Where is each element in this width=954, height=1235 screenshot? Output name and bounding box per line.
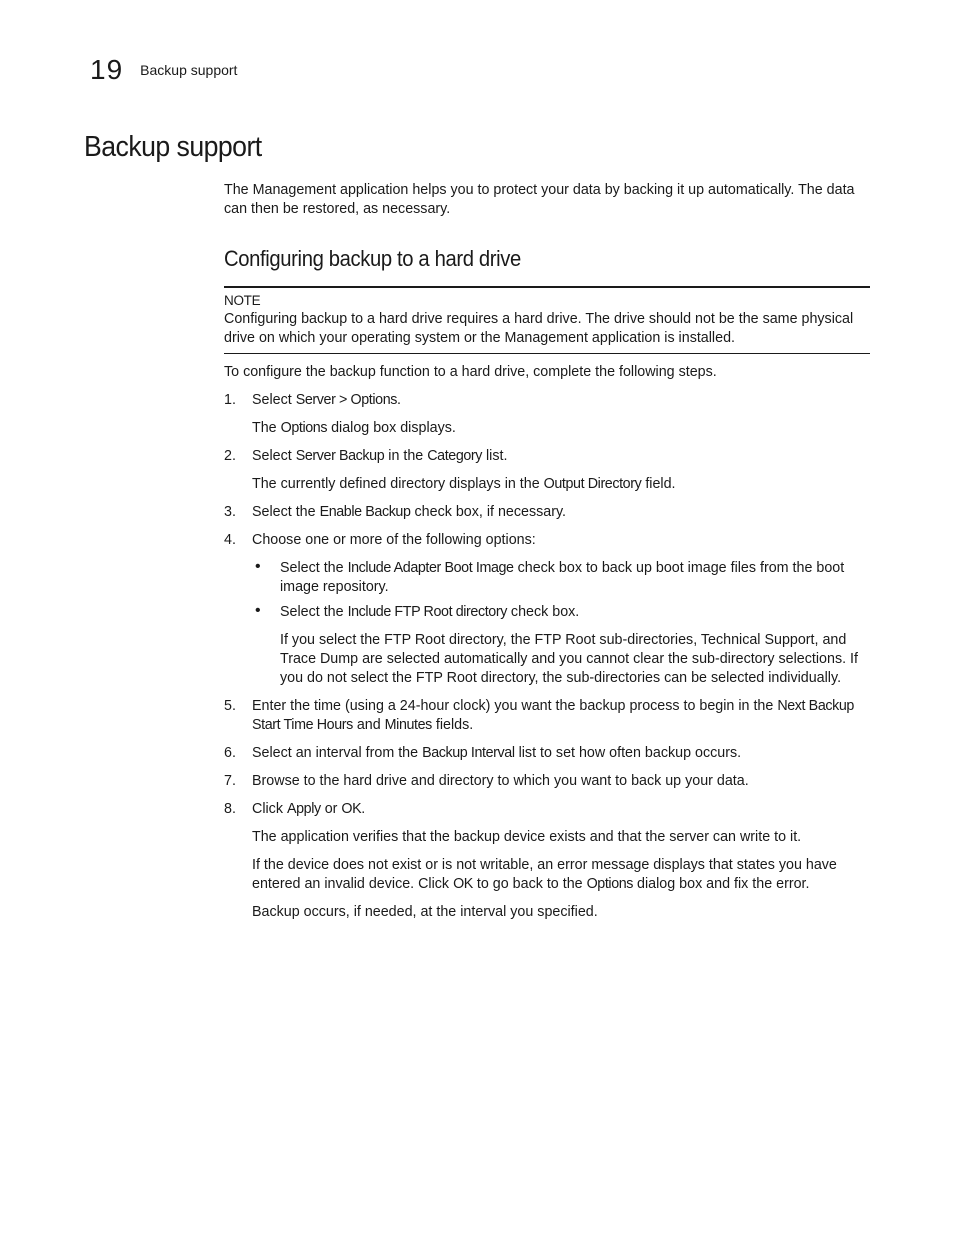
intro-paragraph: The Management application helps you to protect your data by backing it up automatically. The data can then be restored, as necessary. [224,182,855,217]
ui-term: Category [427,448,483,464]
text-run: fields. [431,717,474,733]
step-text [252,744,870,763]
ui-term: OK [453,876,473,892]
step-subtext: The application verifies that the backup device exists and that the server can write to it. [252,829,802,845]
step-subtext: Backup occurs, if needed, at the interval you specified. [252,904,598,920]
note-label: NOTE [224,293,261,308]
step-4 [224,531,870,688]
text-run: Select the [280,560,348,576]
text-run: and [352,717,385,733]
step-subtext [252,419,870,438]
ui-term: Backup Interval [422,745,515,761]
chapter-number: 19 [90,54,124,85]
text-run: field. [641,476,676,492]
text-run: in the [384,448,428,464]
text-run: list. [482,448,508,464]
ui-term: Include Adapter Boot Image [347,560,514,576]
ui-term: Include FTP Root directory [347,604,507,620]
text-run: dialog box and fix the error. [633,876,810,892]
step-number: 7. [224,773,236,789]
step-number: 6. [224,745,236,761]
step-3 [224,503,870,522]
steps-lead: To configure the backup function to a hard drive, complete the following steps. [224,364,717,380]
step-number: 3. [224,504,236,520]
step-5 [224,697,870,735]
ui-term: Minutes [384,717,432,733]
step-text: Browse to the hard drive and directory to which you want to back up your data. [252,773,749,789]
step-8 [224,800,870,922]
bullet-icon: • [255,558,261,575]
text-run: list to set how often backup occurs. [514,745,742,761]
text-run: Select [252,392,296,408]
step-number: 2. [224,448,236,464]
step-text [252,800,870,819]
section-title: Configuring backup to a hard drive [224,246,521,271]
step-number: 4. [224,532,236,548]
bullet-subtext: If you select the FTP Root directory, the FTP Root sub-directories, Technical Support, and Trace Dump are selected automatically and you cannot clear the sub-directory selections. If you do not select the FTP Root directory, the sub-directories can be selected individually. [280,632,858,686]
ui-term: Next Backup Start Time Hours [252,698,854,733]
ui-term: Output Directory [543,476,642,492]
text-run: Select the [280,604,348,620]
option-bullets [252,559,870,688]
ui-term: Server Backup [295,448,385,464]
text-run: The [252,420,281,436]
steps-list [224,391,870,922]
running-title: Backup support [140,62,238,78]
step-text [252,391,870,410]
ui-term: Options [280,420,328,436]
ui-term: Enable Backup [319,504,411,520]
note-box [224,286,870,354]
main-content [224,180,870,931]
step-1 [224,391,870,438]
text-run: Select the [252,504,320,520]
bullet-icon: • [255,602,261,619]
text-run: The currently defined directory displays in the [252,476,544,492]
note-text: Configuring backup to a hard drive requires a hard drive. The drive should not be the same physical drive on which your operating system or the Management application is installed. [224,311,854,346]
step-number: 5. [224,698,236,714]
page-title: Backup support [84,131,262,163]
ui-term: Apply [286,801,321,817]
text-run: check box to back up boot image files from the boot image repository. [280,560,845,595]
step-text [252,503,870,522]
bullet-item [252,559,870,597]
text-run: check box, if necessary. [410,504,567,520]
text-run: Click [252,801,287,817]
text-run: Select [252,448,296,464]
step-text [252,697,870,735]
step-subtext [252,475,870,494]
ui-term: Options [586,876,634,892]
text-run: Select an interval from the [252,745,423,761]
text-run: Enter the time (using a 24-hour clock) you want the backup process to begin in the [252,698,778,714]
text-run: or [320,801,342,817]
page-header [90,54,237,86]
bullet-text [280,603,870,622]
text-run: check box. [506,604,580,620]
step-number: 8. [224,801,236,817]
bullet-text [280,559,870,597]
ui-term: OK [341,801,362,817]
text-run: If the device does not exist or is not writable, an error message displays that states you have entered an invalid device. Click [252,857,837,892]
text-run: dialog box displays. [327,420,456,436]
text-run: to go back to the [472,876,587,892]
text-run: . [361,801,366,817]
step-7 [224,772,870,791]
step-text: Choose one or more of the following options: [252,532,536,548]
text-run: . [397,392,401,408]
step-subtext [252,856,870,894]
step-text [252,447,870,466]
step-6 [224,744,870,763]
bullet-item [252,603,870,688]
step-number: 1. [224,392,236,408]
step-2 [224,447,870,494]
ui-term: Server > Options [295,392,397,408]
